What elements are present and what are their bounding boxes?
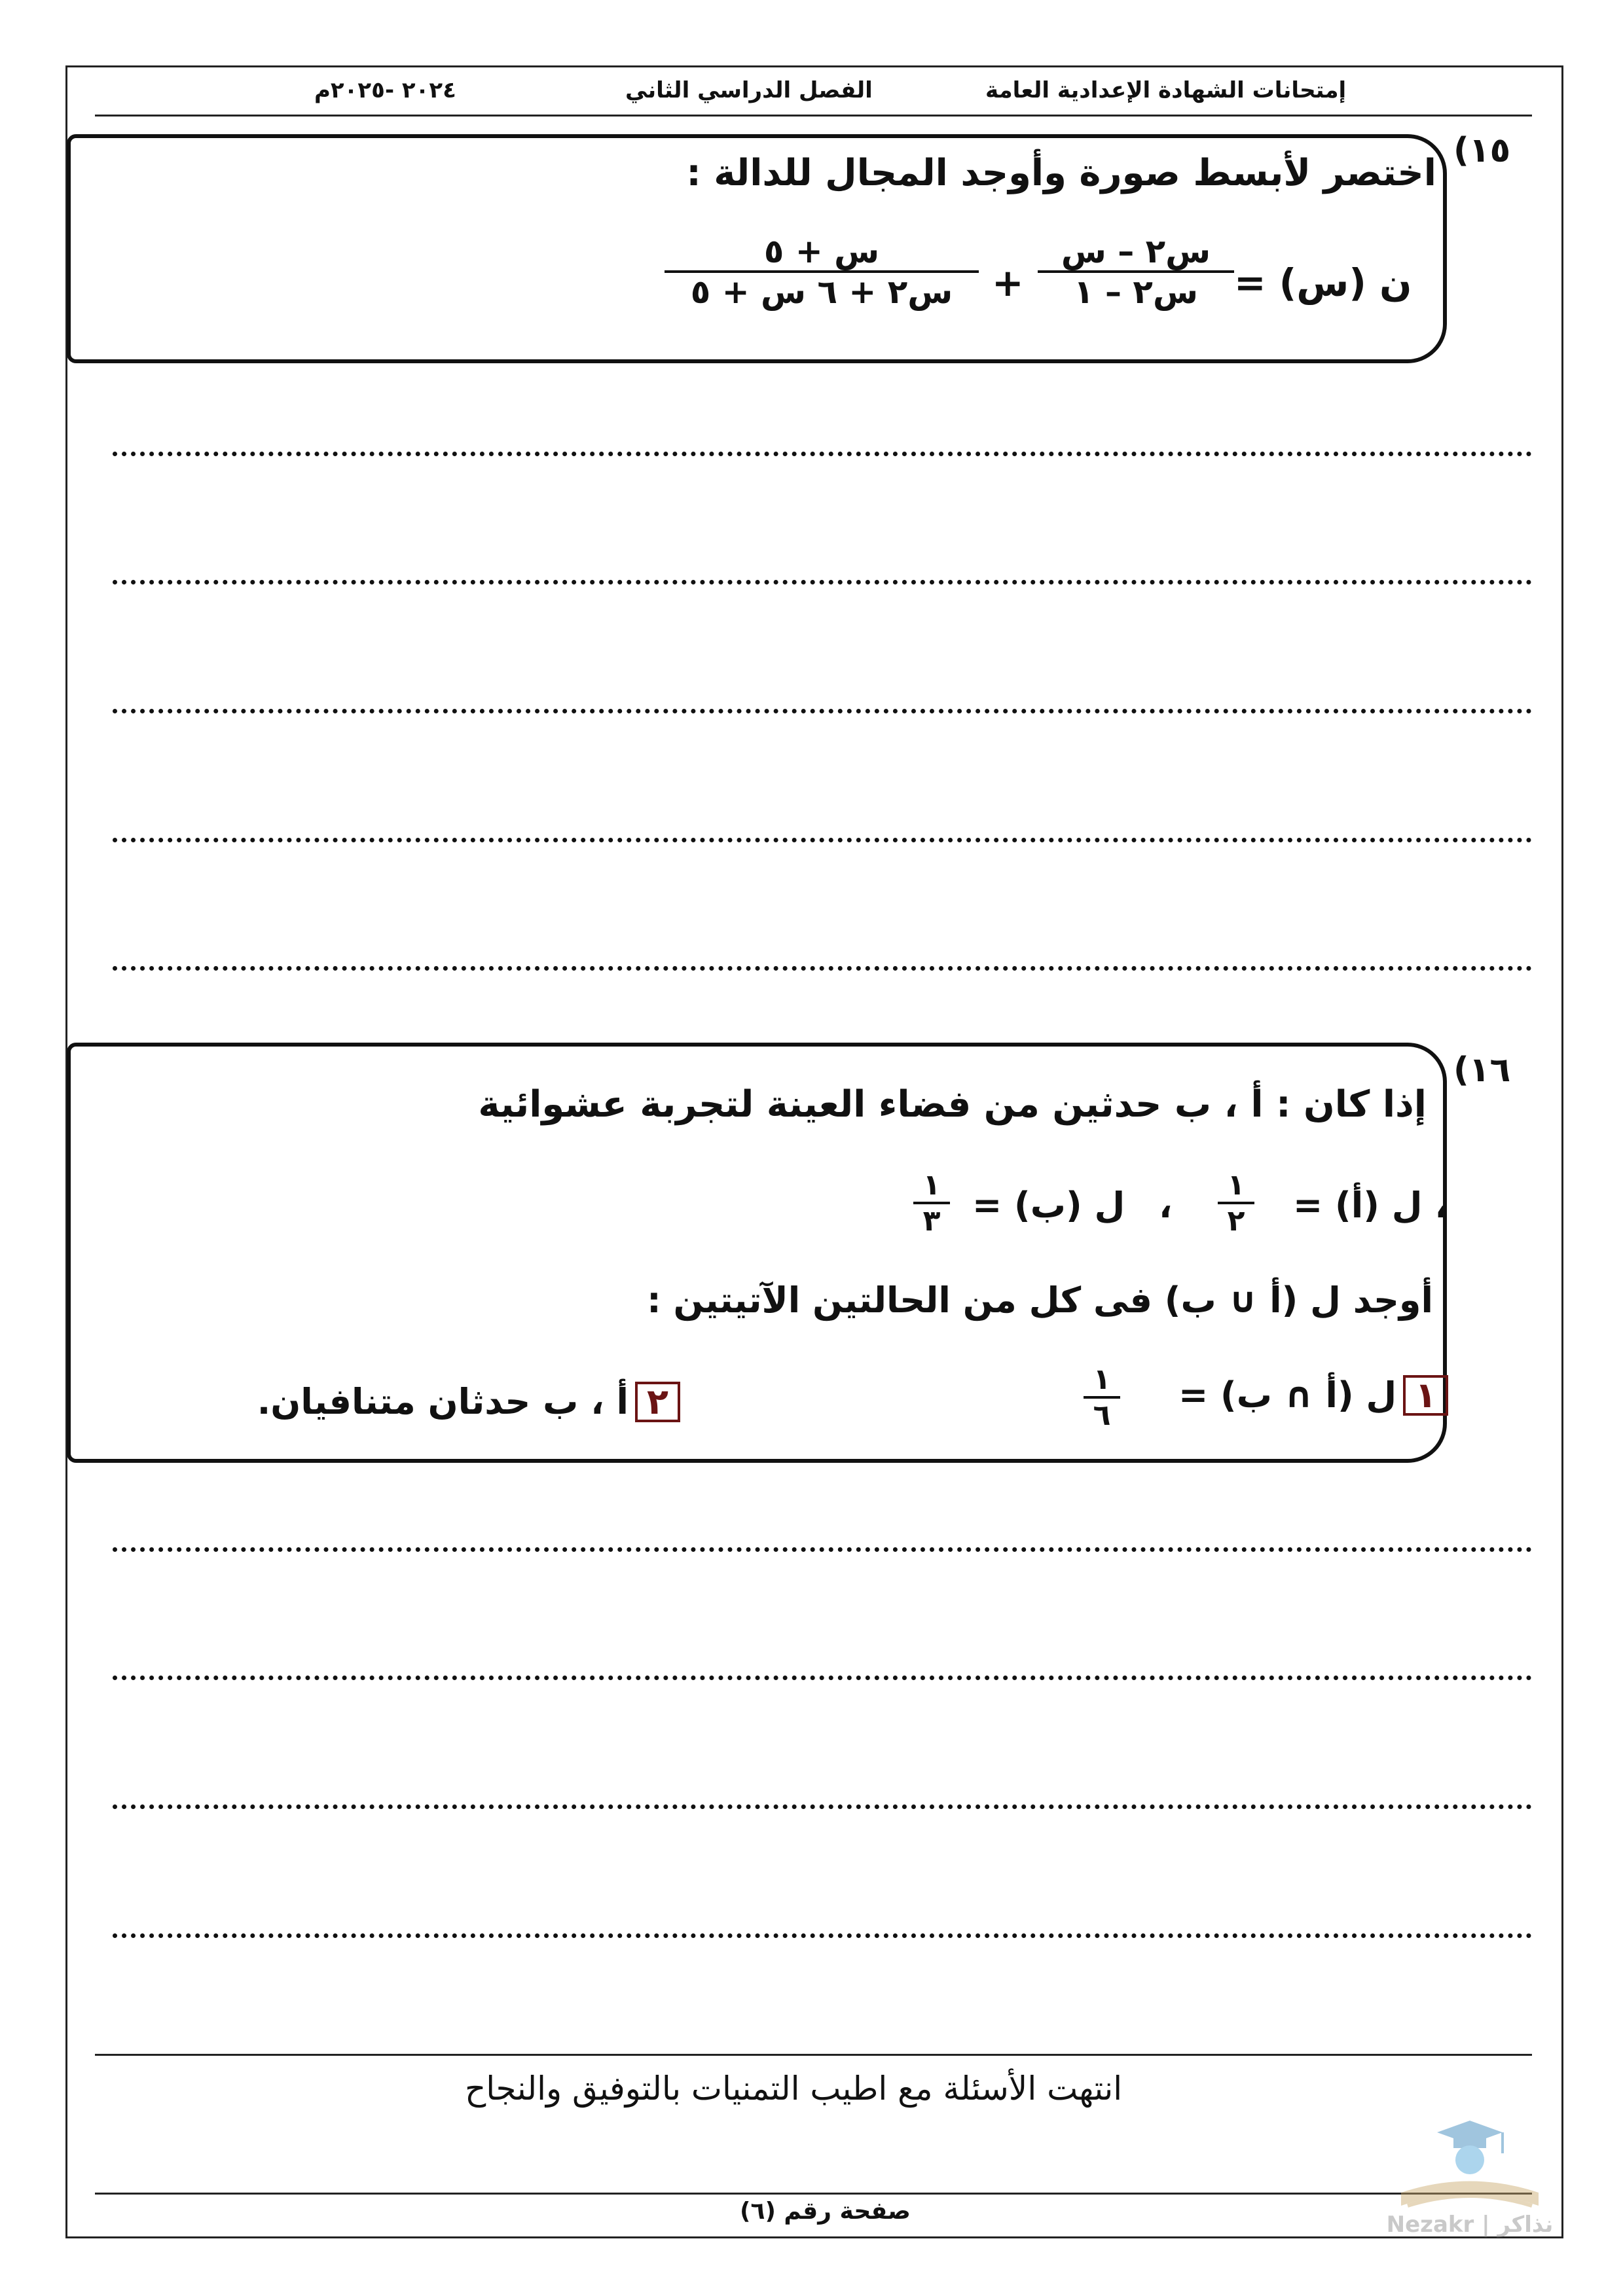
case-2-number: ٢ [635, 1382, 680, 1422]
probability-a-fraction: ١ ٢ [1218, 1168, 1254, 1238]
probability-b-fraction: ١ ٣ [913, 1168, 950, 1238]
nezakr-logo [1381, 2108, 1558, 2238]
fraction-1-denominator: س٢ – ١ [1074, 273, 1198, 311]
footer-divider-bottom [95, 2193, 1532, 2195]
answer-line[interactable] [113, 1547, 1532, 1552]
closing-message: انتهت الأسئلة مع اطيب التمنيات بالتوفيق والنجاح [465, 2070, 1123, 2108]
answer-line[interactable] [113, 1676, 1532, 1680]
case-1-fraction: ١ ٦ [1084, 1363, 1120, 1432]
case-1-number: ١ [1403, 1375, 1448, 1416]
separator-comma: ، [1159, 1185, 1173, 1226]
fraction-2-numerator: س + ٥ [763, 232, 880, 270]
plus-sign: + [992, 260, 1024, 305]
question-16-number: ١٦) [1453, 1050, 1511, 1090]
question-16-line-1: إذا كان : أ ، ب حدثين من فضاء العينة لتجربة عشوائية [478, 1083, 1427, 1126]
answer-line[interactable] [113, 838, 1532, 842]
page-number: صفحة رقم (٦) [740, 2198, 911, 2225]
exam-title: إمتحانات الشهادة الإعدادية العامة [985, 77, 1347, 103]
answer-line[interactable] [113, 580, 1532, 584]
header-divider [95, 115, 1532, 117]
svg-text:Nezakr | نذاكر: Nezakr | نذاكر [1386, 2212, 1554, 2238]
probability-a: ، ل (أ) = [1293, 1185, 1448, 1226]
case-1-text: ل (أ ∩ ب) = [1178, 1374, 1397, 1416]
fraction-2-denominator: س٢ + ٦ س + ٥ [690, 273, 953, 311]
question-15-instruction: اختصر لأبسط صورة وأوجد المجال للدالة : [686, 152, 1436, 194]
fraction-2 [665, 232, 979, 311]
case-1 [1178, 1374, 1448, 1416]
function-lhs: ن (س) = [1234, 260, 1412, 305]
question-16-line-3: أوجد ل (أ ∪ ب) فى كل من الحالتين الآتيتين : [647, 1280, 1433, 1321]
answer-line[interactable] [113, 452, 1532, 456]
term-label: الفصل الدراسي الثاني [625, 77, 873, 103]
answer-line[interactable] [113, 709, 1532, 713]
answer-line[interactable] [113, 1804, 1532, 1809]
answer-line[interactable] [113, 1933, 1532, 1938]
footer-divider-top [95, 2054, 1532, 2056]
case-2-text: أ ، ب حدثان متنافيان. [257, 1381, 629, 1422]
question-15-number: ١٥) [1453, 131, 1511, 170]
probability-b: ل (ب) = [972, 1185, 1125, 1226]
fraction-1-numerator: س٢ – س [1061, 232, 1211, 270]
case-2 [257, 1381, 680, 1422]
answer-line[interactable] [113, 966, 1532, 971]
year-label: ٢٠٢٤ -٢٠٢٥م [314, 77, 456, 103]
fraction-1 [1038, 232, 1234, 311]
